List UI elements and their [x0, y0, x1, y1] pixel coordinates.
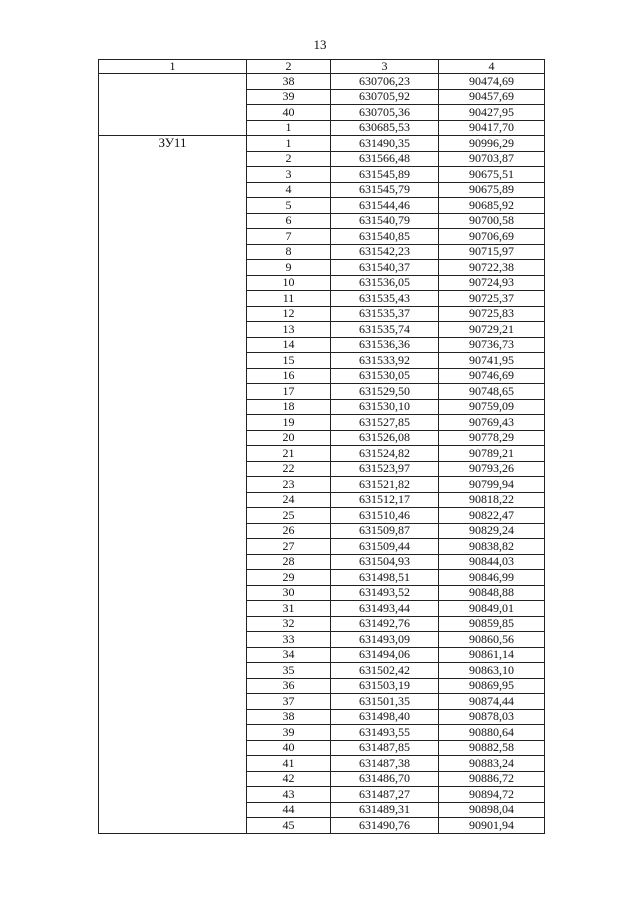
x-coordinate-cell: 631487,85 [331, 740, 439, 756]
y-coordinate-cell: 90700,58 [439, 213, 545, 229]
y-coordinate-cell: 90748,65 [439, 384, 545, 400]
point-number-cell: 32 [247, 616, 331, 632]
x-coordinate-cell: 631490,35 [331, 136, 439, 152]
point-number-cell: 30 [247, 585, 331, 601]
y-coordinate-cell: 90838,82 [439, 539, 545, 555]
x-coordinate-cell: 631536,36 [331, 337, 439, 353]
point-number-cell: 38 [247, 709, 331, 725]
point-number-cell: 26 [247, 523, 331, 539]
point-number-cell: 4 [247, 182, 331, 198]
x-coordinate-cell: 631526,08 [331, 430, 439, 446]
y-coordinate-cell: 90829,24 [439, 523, 545, 539]
x-coordinate-cell: 631493,52 [331, 585, 439, 601]
y-coordinate-cell: 90746,69 [439, 368, 545, 384]
point-number-cell: 42 [247, 771, 331, 787]
y-coordinate-cell: 90878,03 [439, 709, 545, 725]
point-number-cell: 45 [247, 818, 331, 834]
x-coordinate-cell: 631544,46 [331, 198, 439, 214]
point-number-cell: 24 [247, 492, 331, 508]
y-coordinate-cell: 90741,95 [439, 353, 545, 369]
x-coordinate-cell: 631535,43 [331, 291, 439, 307]
header-cell-plot: 1 [99, 60, 247, 74]
x-coordinate-cell: 631486,70 [331, 771, 439, 787]
point-number-cell: 1 [247, 136, 331, 152]
point-number-cell: 40 [247, 105, 331, 121]
y-coordinate-cell: 90860,56 [439, 632, 545, 648]
y-coordinate-cell: 90725,37 [439, 291, 545, 307]
header-cell-point: 2 [247, 60, 331, 74]
point-number-cell: 37 [247, 694, 331, 710]
point-number-cell: 7 [247, 229, 331, 245]
table-row [99, 74, 545, 90]
x-coordinate-cell: 631493,09 [331, 632, 439, 648]
y-coordinate-cell: 90685,92 [439, 198, 545, 214]
point-number-cell: 16 [247, 368, 331, 384]
point-number-cell: 34 [247, 647, 331, 663]
x-coordinate-cell: 631509,44 [331, 539, 439, 555]
x-coordinate-cell: 631566,48 [331, 151, 439, 167]
point-number-cell: 43 [247, 787, 331, 803]
point-number-cell: 33 [247, 632, 331, 648]
x-coordinate-cell: 631530,10 [331, 399, 439, 415]
point-number-cell: 44 [247, 802, 331, 818]
y-coordinate-cell: 90880,64 [439, 725, 545, 741]
point-number-cell: 23 [247, 477, 331, 493]
x-coordinate-cell: 631493,55 [331, 725, 439, 741]
x-coordinate-cell: 631523,97 [331, 461, 439, 477]
x-coordinate-cell: 630705,36 [331, 105, 439, 121]
y-coordinate-cell: 90882,58 [439, 740, 545, 756]
x-coordinate-cell: 630685,53 [331, 120, 439, 136]
point-number-cell: 41 [247, 756, 331, 772]
point-number-cell: 38 [247, 74, 331, 90]
y-coordinate-cell: 90778,29 [439, 430, 545, 446]
x-coordinate-cell: 630706,23 [331, 74, 439, 90]
y-coordinate-cell: 90822,47 [439, 508, 545, 524]
point-number-cell: 17 [247, 384, 331, 400]
y-coordinate-cell: 90417,70 [439, 120, 545, 136]
coordinates-table-body [99, 60, 545, 834]
header-cell-y: 4 [439, 60, 545, 74]
point-number-cell: 35 [247, 663, 331, 679]
y-coordinate-cell: 90874,44 [439, 694, 545, 710]
point-number-cell: 6 [247, 213, 331, 229]
y-coordinate-cell: 90799,94 [439, 477, 545, 493]
y-coordinate-cell: 90996,29 [439, 136, 545, 152]
y-coordinate-cell: 90848,88 [439, 585, 545, 601]
y-coordinate-cell: 90846,99 [439, 570, 545, 586]
point-number-cell: 3 [247, 167, 331, 183]
plot-label-cell [99, 74, 247, 136]
x-coordinate-cell: 631530,05 [331, 368, 439, 384]
point-number-cell: 19 [247, 415, 331, 431]
y-coordinate-cell: 90869,95 [439, 678, 545, 694]
y-coordinate-cell: 90715,97 [439, 244, 545, 260]
y-coordinate-cell: 90901,94 [439, 818, 545, 834]
y-coordinate-cell: 90675,89 [439, 182, 545, 198]
point-number-cell: 12 [247, 306, 331, 322]
x-coordinate-cell: 631527,85 [331, 415, 439, 431]
point-number-cell: 25 [247, 508, 331, 524]
point-number-cell: 27 [247, 539, 331, 555]
y-coordinate-cell: 90724,93 [439, 275, 545, 291]
x-coordinate-cell: 631524,82 [331, 446, 439, 462]
table-header-row [99, 60, 545, 74]
y-coordinate-cell: 90474,69 [439, 74, 545, 90]
plot-label-cell: ЗУ11 [99, 136, 247, 834]
x-coordinate-cell: 631492,76 [331, 616, 439, 632]
point-number-cell: 2 [247, 151, 331, 167]
x-coordinate-cell: 631512,17 [331, 492, 439, 508]
point-number-cell: 28 [247, 554, 331, 570]
x-coordinate-cell: 631509,87 [331, 523, 439, 539]
x-coordinate-cell: 631504,93 [331, 554, 439, 570]
y-coordinate-cell: 90861,14 [439, 647, 545, 663]
y-coordinate-cell: 90844,03 [439, 554, 545, 570]
point-number-cell: 11 [247, 291, 331, 307]
y-coordinate-cell: 90859,85 [439, 616, 545, 632]
y-coordinate-cell: 90898,04 [439, 802, 545, 818]
x-coordinate-cell: 631498,51 [331, 570, 439, 586]
table-row [99, 136, 545, 152]
y-coordinate-cell: 90894,72 [439, 787, 545, 803]
point-number-cell: 15 [247, 353, 331, 369]
x-coordinate-cell: 631502,42 [331, 663, 439, 679]
y-coordinate-cell: 90703,87 [439, 151, 545, 167]
x-coordinate-cell: 631540,85 [331, 229, 439, 245]
x-coordinate-cell: 631545,89 [331, 167, 439, 183]
y-coordinate-cell: 90863,10 [439, 663, 545, 679]
point-number-cell: 31 [247, 601, 331, 617]
x-coordinate-cell: 630705,92 [331, 89, 439, 105]
point-number-cell: 36 [247, 678, 331, 694]
point-number-cell: 20 [247, 430, 331, 446]
x-coordinate-cell: 631529,50 [331, 384, 439, 400]
y-coordinate-cell: 90789,21 [439, 446, 545, 462]
y-coordinate-cell: 90759,09 [439, 399, 545, 415]
page-number: 13 [313, 37, 327, 52]
y-coordinate-cell: 90706,69 [439, 229, 545, 245]
x-coordinate-cell: 631545,79 [331, 182, 439, 198]
coordinates-table [98, 59, 545, 834]
point-number-cell: 8 [247, 244, 331, 260]
x-coordinate-cell: 631510,46 [331, 508, 439, 524]
x-coordinate-cell: 631542,23 [331, 244, 439, 260]
header-cell-x: 3 [331, 60, 439, 74]
x-coordinate-cell: 631536,05 [331, 275, 439, 291]
x-coordinate-cell: 631490,76 [331, 818, 439, 834]
y-coordinate-cell: 90793,26 [439, 461, 545, 477]
point-number-cell: 14 [247, 337, 331, 353]
x-coordinate-cell: 631501,35 [331, 694, 439, 710]
y-coordinate-cell: 90725,83 [439, 306, 545, 322]
y-coordinate-cell: 90818,22 [439, 492, 545, 508]
y-coordinate-cell: 90675,51 [439, 167, 545, 183]
point-number-cell: 40 [247, 740, 331, 756]
point-number-cell: 29 [247, 570, 331, 586]
x-coordinate-cell: 631493,44 [331, 601, 439, 617]
x-coordinate-cell: 631487,38 [331, 756, 439, 772]
point-number-cell: 13 [247, 322, 331, 338]
x-coordinate-cell: 631521,82 [331, 477, 439, 493]
point-number-cell: 39 [247, 725, 331, 741]
y-coordinate-cell: 90883,24 [439, 756, 545, 772]
x-coordinate-cell: 631540,79 [331, 213, 439, 229]
point-number-cell: 21 [247, 446, 331, 462]
point-number-cell: 10 [247, 275, 331, 291]
y-coordinate-cell: 90457,69 [439, 89, 545, 105]
x-coordinate-cell: 631540,37 [331, 260, 439, 276]
x-coordinate-cell: 631494,06 [331, 647, 439, 663]
point-number-cell: 9 [247, 260, 331, 276]
y-coordinate-cell: 90729,21 [439, 322, 545, 338]
x-coordinate-cell: 631535,37 [331, 306, 439, 322]
point-number-cell: 1 [247, 120, 331, 136]
x-coordinate-cell: 631487,27 [331, 787, 439, 803]
y-coordinate-cell: 90722,38 [439, 260, 545, 276]
y-coordinate-cell: 90886,72 [439, 771, 545, 787]
y-coordinate-cell: 90427,95 [439, 105, 545, 121]
point-number-cell: 18 [247, 399, 331, 415]
y-coordinate-cell: 90736,73 [439, 337, 545, 353]
point-number-cell: 22 [247, 461, 331, 477]
x-coordinate-cell: 631533,92 [331, 353, 439, 369]
x-coordinate-cell: 631503,19 [331, 678, 439, 694]
y-coordinate-cell: 90849,01 [439, 601, 545, 617]
x-coordinate-cell: 631498,40 [331, 709, 439, 725]
x-coordinate-cell: 631535,74 [331, 322, 439, 338]
x-coordinate-cell: 631489,31 [331, 802, 439, 818]
point-number-cell: 5 [247, 198, 331, 214]
point-number-cell: 39 [247, 89, 331, 105]
y-coordinate-cell: 90769,43 [439, 415, 545, 431]
